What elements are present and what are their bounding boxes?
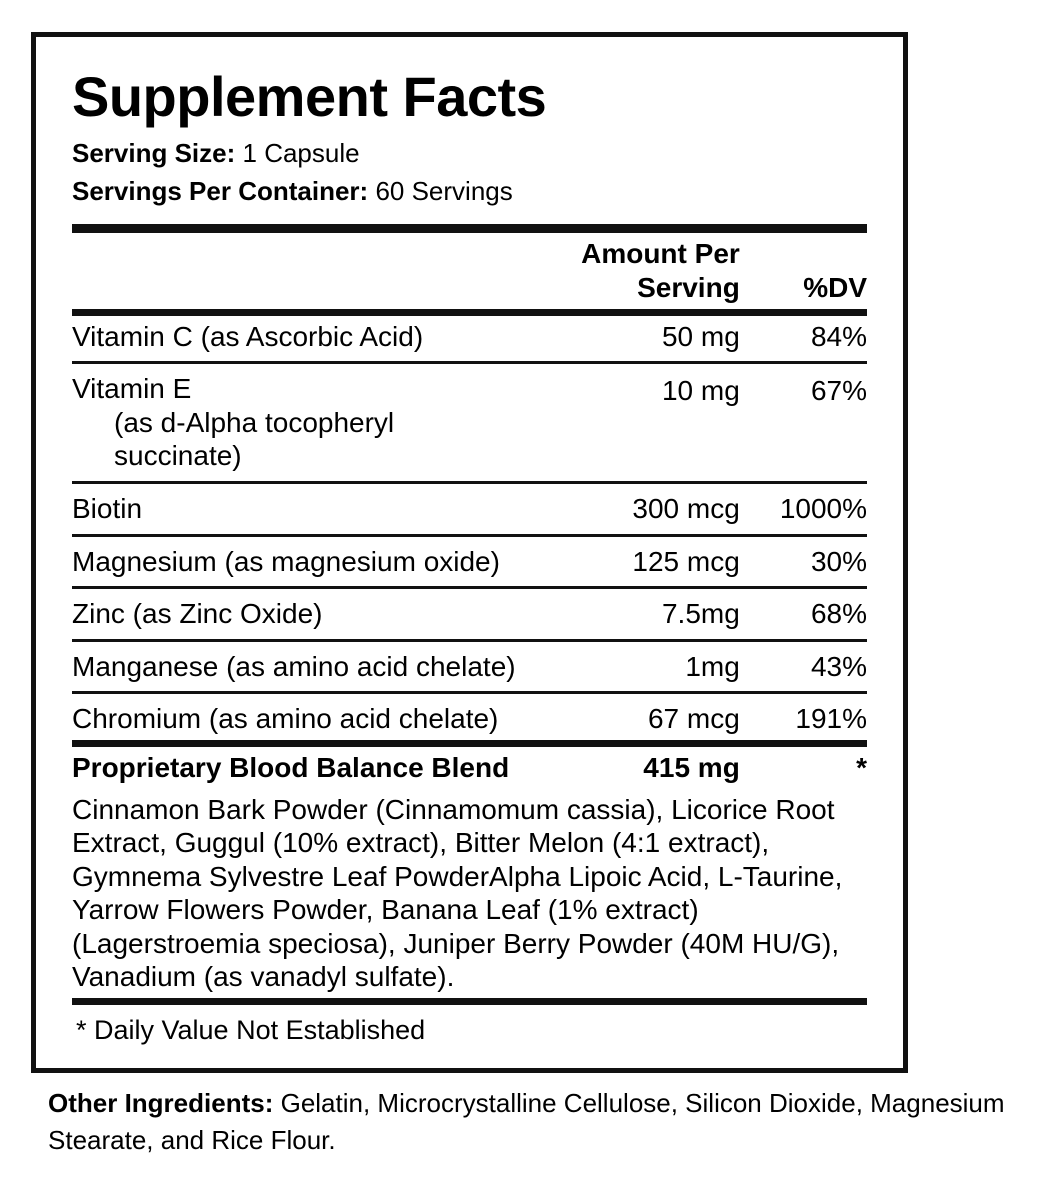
row-divider [72, 530, 867, 541]
table-row [72, 593, 867, 635]
blend-table [72, 747, 867, 998]
other-ingredients-value: Gelatin, Microcrystalline Cellulose, Silicon Dioxide, Magnesium Stearate, and Rice Flour. [48, 1088, 1005, 1155]
nutrient-dv: 30% [810, 545, 867, 577]
nutrient-dv: 43% [810, 650, 867, 682]
table-row [72, 368, 867, 477]
other-ingredients-label: Other Ingredients: [48, 1088, 274, 1118]
nutrient-dv: 68% [810, 598, 867, 630]
divider-medium-footnote [72, 998, 867, 1005]
row-divider [72, 477, 867, 488]
servings-per-container-line [72, 173, 867, 211]
divider-medium-header [72, 309, 867, 316]
nutrient-dv: 191% [795, 703, 867, 735]
nutrient-name-sub: (as d-Alpha tocopheryl succinate) [114, 406, 395, 472]
facts-table [72, 233, 867, 308]
nutrient-amount: 125 mcg [632, 545, 740, 577]
blend-ingredients: Cinnamon Bark Powder (Cinnamomum cassia), Licorice Root Extract, Guggul (10% extract), Bitter Melon (4:1 extract), Gymnema Sylvestre Leaf PowderAlpha Lipoic Acid, L-Taurine, Yarrow Flowers Powder, Banana Leaf (1% extract) (Lagerstroemia speciosa), Juniper Berry Powder (40M HU/G), Vanadium (as vanadyl sulfate). [72, 793, 843, 993]
servings-per-container-value: 60 Servings [375, 175, 513, 206]
servings-per-container-label: Servings Per Container: [72, 175, 369, 206]
serving-size-label: Serving Size: [72, 138, 236, 168]
table-row [72, 541, 867, 583]
nutrient-amount: 7.5mg [661, 598, 740, 630]
serving-size-value: 1 Capsule [242, 138, 360, 168]
serving-size-line [72, 135, 867, 173]
row-divider [72, 357, 867, 368]
nutrient-amount: 300 mcg [632, 492, 740, 524]
blend-ingredients-row [72, 789, 867, 999]
table-row [72, 488, 867, 530]
nutrient-amount: 10 mg [661, 375, 740, 407]
nutrient-amount: 50 mg [661, 320, 740, 352]
table-header-row [72, 233, 867, 308]
blend-name: Proprietary Blood Balance Blend [72, 751, 510, 783]
table-row [72, 316, 867, 358]
nutrient-name: Magnesium (as magnesium oxide) [72, 545, 500, 577]
header-amount-per-serving: Amount Per Serving [581, 238, 740, 303]
row-divider [72, 635, 867, 646]
row-divider [72, 687, 867, 698]
nutrient-dv: 67% [810, 375, 867, 407]
nutrient-name: Vitamin E [72, 373, 192, 405]
panel-title: Supplement Facts [72, 65, 547, 128]
nutrient-name: Biotin [72, 492, 143, 524]
nutrient-dv: 1000% [779, 492, 867, 524]
nutrient-amount: 67 mcg [647, 703, 740, 735]
table-row [72, 698, 867, 740]
supplement-facts-panel [31, 32, 908, 1073]
nutrient-dv: 84% [810, 320, 867, 352]
divider-thick-top [72, 224, 867, 233]
header-percent-dv: %DV [803, 271, 867, 303]
nutrient-name: Vitamin C (as Ascorbic Acid) [72, 320, 424, 352]
daily-value-footnote: * Daily Value Not Established [76, 1015, 426, 1046]
table-row [72, 646, 867, 688]
nutrient-amount: 1mg [685, 650, 740, 682]
nutrients-table [72, 316, 867, 740]
divider-medium-blend [72, 740, 867, 747]
row-divider [72, 582, 867, 593]
blend-dv: * [856, 751, 867, 783]
other-ingredients-block [48, 1085, 1008, 1159]
nutrient-name: Manganese (as amino acid chelate) [72, 650, 516, 682]
header-name [72, 233, 517, 308]
nutrient-name: Zinc (as Zinc Oxide) [72, 598, 323, 630]
blend-row [72, 747, 867, 789]
blend-amount: 415 mg [643, 751, 740, 783]
nutrient-name: Chromium (as amino acid chelate) [72, 703, 499, 735]
